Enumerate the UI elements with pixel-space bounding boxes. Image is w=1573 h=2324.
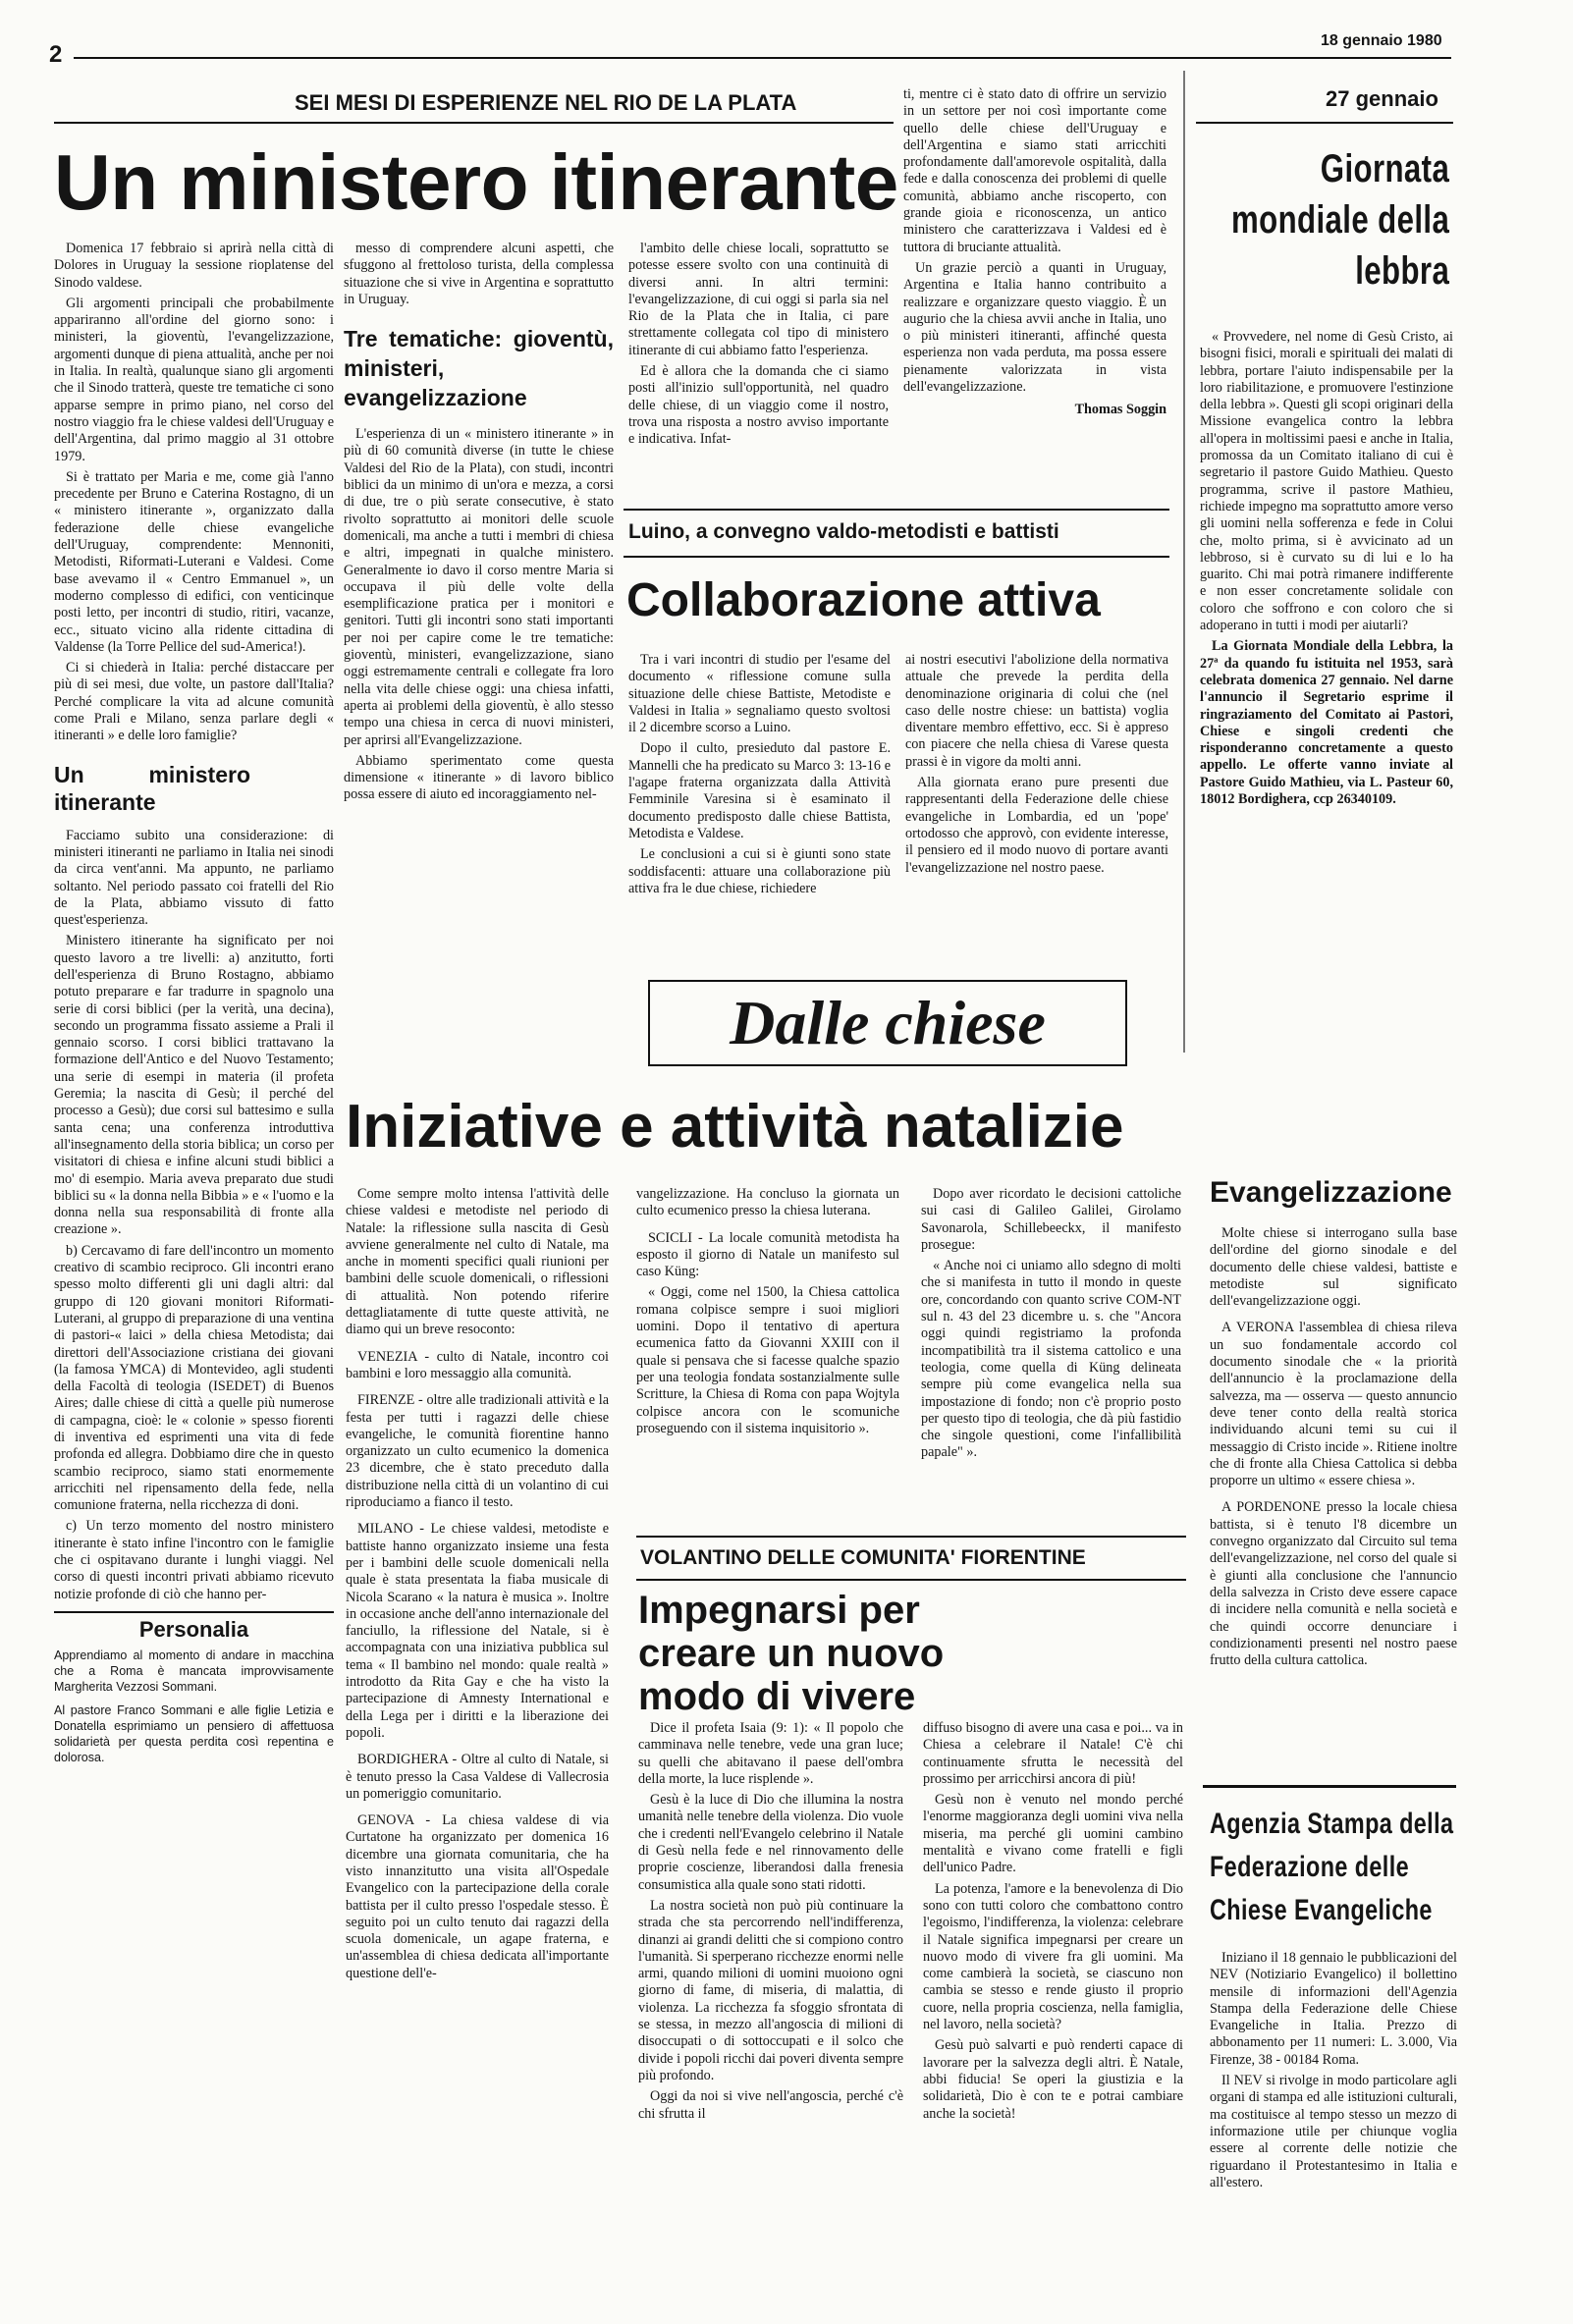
paragraph: ti, mentre ci è stato dato di offrire un servizio in un settore per noi così importante come quello delle chiese dell'Uruguay e dell'Argentina e siamo stati arricchiti profondamente dall'amorevole ospitalità, dalla fede e dalla conoscenza dei problemi di quelle comunità, abbiamo anche riscoperto, con grande gioia e riconoscenza, un antico ministero che caratterizzava i Valdesi ed è tuttora di bruciante attualità. <box>903 86 1166 255</box>
paragraph: « Provvedere, nel nome di Gesù Cristo, ai bisogni fisici, morali e spirituali dei malati di lebbra, portare l'aiuto indispensabile per la loro riabilitazione, e promuovere l'estinzione della lebbra ». Questi gli scopi originari della Missione evangelica contro la lebbra all'opera in moltissimi paesi e anche in Italia, promossa da un Comitato italiano di cui è segretario il pastore Guido Mathieu. Questo programma, scrive il pastore Mathieu, richiede impegno ma soprattutto amore verso gli uomini nella sofferenza e fede in Colui che, molto prima, si è avvicinato ad un lebbroso, si è curvato su di lui e lo ha guarito. Chi mai potrà rimanere indifferente e non esser concretamente solidale con coloro che soffrono e con coloro che si adoperano in tutti i modi per aiutarli? <box>1200 329 1453 634</box>
paragraph: Facciamo subito una considerazione: di ministeri itineranti ne parliamo in Italia nei sinodi da circa vent'anni. Ma appunto, ne parliamo soltanto. Nel periodo passato coi fratelli del Rio de la Plata, abbiamo vissuto di fatto quest'esperienza. <box>54 827 334 929</box>
paragraph: FIRENZE - oltre alle tradizionali attività e la festa per tutti i ragazzi delle chiese evangeliche, le comunità fiorentine hanno organizzato un culto ecumenico la domenica 23 dicembre, che è stato preceduto dalla distribuzione nella città di un volantino di cui riproduciamo a fianco il testo. <box>346 1392 609 1511</box>
article3-body <box>1200 329 1453 812</box>
article4-col3 <box>921 1186 1181 1466</box>
article1-title: Un ministero itinerante <box>54 138 898 226</box>
article5-kicker: VOLANTINO DELLE COMUNITA' FIORENTINE <box>640 1546 1086 1569</box>
paragraph: « Anche noi ci uniamo allo sdegno di molti che si manifesta in tutto il mondo in queste ore, concordando con quanto scrive COM-NT sul n. 43 del 23 dicembre u. s. che "Ancora oggi quindi registriamo la profonda incompatibilità tra il sistema cattolico e una teologia, come quella di Küng delineata sempre più come evangelica nella sua impostazione di fondo; non c'è proprio posto per questo tipo di teologia, che dà più fastidio che singole questioni, come l'infallibilità papale" ». <box>921 1258 1181 1461</box>
article2-kicker-rule <box>624 556 1169 558</box>
sidebar-rule <box>1183 71 1185 1053</box>
article3-kicker: 27 gennaio <box>1326 86 1438 111</box>
paragraph: Molte chiese si interrogano sulla base dell'ordine del giorno sinodale e del documento delle chiese valdesi, battiste e metodiste sul significato dell'evangelizzazione oggi. <box>1210 1225 1457 1310</box>
paragraph: A VERONA l'assemblea di chiesa rileva un suo fondamentale accordo col documento sinodale che « la priorità dell'annuncio è la proclamazione della salvezza, ma — osserva — questo annuncio deve tener conto della realtà storica individuando alcuni temi su cui il messaggio di Cristo incide ». Ritiene inoltre che di fronte alla Chiesa Cattolica si debba proporre un ultimo « essere chiesa ». <box>1210 1320 1457 1489</box>
article2-kicker: Luino, a convegno valdo-metodisti e battisti <box>628 520 1059 543</box>
article3-title: Giornata mondiale della lebbra <box>1231 147 1450 293</box>
subheading: Tre tematiche: gioventù, ministeri, evangelizzazione <box>344 326 614 411</box>
section-banner-label: Dalle chiese <box>730 988 1046 1057</box>
article6-body <box>1210 1225 1457 1673</box>
article7-title: Agenzia Stampa della Federazione delle Chiese Evangeliche <box>1210 1808 1454 1926</box>
paragraph: GENOVA - La chiesa valdese di via Curtatone ha organizzato per domenica 16 dicembre una giornata comunitaria, che ha visto innanzitutto una visita all'Ospedale Evangelico con la partecipazione della corale battista per il culto presso l'ospedale stesso. È seguito poi un culto tenuto dai ragazzi della scuola domenicale, un agape fraterna, e un'assemblea di chiesa dedicata all'importante questione dell'e- <box>346 1812 609 1981</box>
paragraph: La Giornata Mondiale della Lebbra, la 27ª da quando fu istituita nel 1953, sarà celebrata domenica 27 gennaio. Nel darne l'annuncio il Segretario esprime il ringraziamento del Comitato ai Pastori, Chiese e singoli credenti che risponderanno concretamente a questo appello. Le offerte vanno inviate al Pastore Guido Mathieu, via L. Pasteur 60, 18012 Bordighera, ccp 26340109. <box>1200 638 1453 808</box>
article3-title-box <box>1227 143 1453 310</box>
article1-col1 <box>54 241 334 1765</box>
paragraph: Come sempre molto intensa l'attività delle chiese valdesi e metodiste nel periodo di Natale: la riflessione sulla nascita di Gesù avviene generalmente nel culto di Natale, ma anche in momenti specifici quali riunioni per bambini delle scuole domenicali, o riflessioni di attualità. Non potendo riferire dettagliatamente di tutte queste attività, ne diamo qui un breve resoconto: <box>346 1186 609 1338</box>
paragraph: Gli argomenti principali che probabilmente appariranno all'ordine del giorno sono: i ministeri, la gioventù, l'evangelizzazione, argomenti dunque di piena attualità, anche per noi in Italia. In realtà, qualunque siano gli argomenti che il Sinodo tratterà, queste tre tematiche ci sono apparse sempre in primo piano, nel corso del nostro viaggio fra le chiese valdesi dell'Uruguay e dell'Argentina, dal primo maggio al 31 ottobre 1979. <box>54 295 334 464</box>
section-banner <box>648 980 1127 1066</box>
article1-kicker: SEI MESI DI ESPERIENZE NEL RIO DE LA PLATA <box>295 90 797 115</box>
personalia-p1: Apprendiamo al momento di andare in macchina che a Roma è mancata improvvisamente Margherita Vezzosi Sommani. <box>54 1648 334 1695</box>
paragraph: Tra i vari incontri di studio per l'esame del documento « riflessione comune sulla situazione delle chiese Battiste, Metodiste e Valdesi in Italia » segnaliamo questo svoltosi il 2 dicembre scorso a Luino. <box>628 652 891 736</box>
article1-col3 <box>628 241 889 453</box>
article5-title: Impegnarsi per creare un nuovo modo di vivere <box>638 1589 945 1718</box>
subheading: Un ministero itinerante <box>54 761 250 815</box>
paragraph: Ministero itinerante ha significato per noi questo lavoro a tre livelli: a) anzitutto, forti dell'esperienza di Bruno Rostagno, abbiamo potuto preparare e far tradurre in spagnolo una serie di corsi biblici (per la verità, una decina), secondo un programma fissato assieme a Prali il gennaio scorso. I corsi biblici trattavano la formazione dell'Antico e del Nuovo Testamento; una serie di esempi in materia (il profeta Geremia; la nascita di Gesù; il perché del processo a Gesù); due corsi sul battesimo e sulla santa cena; una conferenza introduttiva all'insegnamento della storia biblica; un corso per visitatori di chiesa e infine alcuni studi biblici a mo' di esempio. Maria aveva preparato due studi biblici su « la donna nella Bibbia » e « l'uomo e la donna nella sua responsabilità di fronte alla creazione ». <box>54 933 334 1238</box>
paragraph: diffuso bisogno di avere una casa e poi... va in Chiesa a celebrare il Natale! C'è chi continuamente sfrutta le necessità del prossimo per arricchirsi ancora di più! <box>923 1720 1183 1787</box>
paragraph: Il NEV si rivolge in modo particolare agli organi di stampa ed alle istituzioni culturali, ma costituisce al tempo stesso un mezzo di informazione utile per chiunque voglia essere al corrente delle notizie che riguardano il Protestantesimo in Italia e all'estero. <box>1210 2073 1457 2190</box>
author: Thomas Soggin <box>1074 402 1166 418</box>
paragraph: L'esperienza di un « ministero itinerante » in più di 60 comunità diverse (in tutte le chiese Valdesi del Rio de la Plata), con studi, incontri biblici da un minimo di un'ora e mezza, a corsi di due, tre o più serate consecutive, è stato rivolto soprattutto ai monitori delle scuole domenicali, ma anche a tutti i membri di chiesa e altri, impegnati in qualche ministero. Generalmente io davo il corso mentre Maria si occupava il più delle volte della esemplificazione pratica per i monitori e genitori. Tutti gli incontri sono stati importanti per noi per capire come le tre tematiche: gioventù, ministeri, evangelizzazione, siano oggi estremamente centrali e collegate fra loro nella vita delle chiese oggi: una chiesa infatti, aperta ai problemi della gioventù, è allo stesso tempo una chiesa in cerca di nuovi ministeri, per aprirsi all'Evangelizzazione. <box>344 426 614 748</box>
paragraph: Gesù può salvarti e può renderti capace di lavorare per la salvezza degli altri. È Natale, abbi fiducia! Se operi la giustizia e la solidarietà, Dio è con te e potrai cambiare anche la società! <box>923 2037 1183 2122</box>
header-rule <box>74 57 1451 59</box>
kicker-rule <box>54 122 894 124</box>
article2-col1 <box>628 652 891 901</box>
article2-top-rule <box>624 509 1169 511</box>
paragraph: Un grazie perciò a quanti in Uruguay, Argentina e Italia hanno contribuito a realizzare e organizzare questo viaggio. È un augurio che la chiesa avvii anche in Italia, uno o più ministeri itineranti, affinché questa esperienza non vada perduta, ma possa essere pienamente valorizzata in vista dell'evangelizzazione. <box>903 259 1166 396</box>
paragraph: La nostra società non può più continuare la strada che sta percorrendo nell'indifferenza, dinanzi ai grandi delitti che si compiono contro l'umanità. Si sperperano ricchezze enormi nelle armi, quando milioni di uomini muoiono ogni giorno di fame, di miseria, di malattia, di violenza. La ricchezza fa sfoggio sfrontata di se stessa, in mezzo all'angoscia di milioni di disoccupati o di sottoccupati e il solco che divide i popoli ricchi dai poveri diventa sempre più profondo. <box>638 1897 903 2083</box>
paragraph: SCICLI - La locale comunità metodista ha esposto il giorno di Natale un manifesto sul caso Küng: <box>636 1229 899 1280</box>
article2-title: Collaborazione attiva <box>626 574 1101 626</box>
paragraph: Gesù non è venuto nel mondo perché l'enorme maggioranza degli uomini viva nella miseria, ma perché gli uomini cambino mentalità e vivano come fratelli e figli dell'unico Padre. <box>923 1792 1183 1876</box>
paragraph: Dopo il culto, presieduto dal pastore E. Mannelli che ha predicato su Marco 3: 13-16 e l'agape fraterna organizzata dalla Attività Femminile Varesina si è esaminato il documento predisposto dalle chiese Battista, Metodista e Valdese. <box>628 740 891 841</box>
article7-title-box <box>1210 1803 1455 1940</box>
article2-col2 <box>905 652 1168 881</box>
article5-col2 <box>923 1720 1183 2127</box>
paragraph: Le conclusioni a cui si è giunti sono state soddisfacenti: attuare una collaborazione più attiva fra le due chiese, richiedere <box>628 846 891 896</box>
paragraph: La potenza, l'amore e la benevolenza di Dio sono con tutti coloro che combattono contro l'egoismo, l'indifferenza, la violenza: celebrare il Natale significa impegnarsi per creare un nuovo modo di vivere fra gli uomini. Ma come cambierà la società, se ciascuno non cambia se stesso e rende giusto il proprio cuore, nella propria coscienza, nella famiglia, nel lavoro, nella società? <box>923 1880 1183 2033</box>
paragraph: « Oggi, come nel 1500, la Chiesa cattolica romana colpisce sempre i suoi migliori uomini. Dopo il tentativo di apertura ecumenica fatto da Giovanni XXIII con il quale si pensava che si facesse qualche spazio per una teologia fondata sostanzialmente sulle Scritture, la Chiesa di Roma con papa Wojtyla colpisce ancora con le scomuniche proseguendo con il sistema inquisitorio ». <box>636 1284 899 1436</box>
paragraph: c) Un terzo momento del nostro ministero itinerante è stato infine l'incontro con le famiglie che ci ospitavano durante i lunghi viaggi. Nel corso di questi incontri privati abbiamo ricevuto notizie profonde di ciò che hanno per- <box>54 1518 334 1602</box>
article5-top-rule <box>636 1536 1186 1538</box>
paragraph: ai nostri esecutivi l'abolizione della normativa attuale che prevede la perdita della denominazione originaria di colui che (nel caso delle nostre chiese: un battista) voglia diventare membro effettivo, ecc. Si è appreso con piacere che nella chiesa di Varese questa prassi è in vigore da molti anni. <box>905 652 1168 770</box>
divider <box>54 1611 334 1613</box>
page-date: 18 gennaio 1980 <box>1321 32 1442 49</box>
article4-title: Iniziative e attività natalizie <box>346 1093 1124 1161</box>
article3-kicker-rule <box>1196 122 1453 124</box>
paragraph: messo di comprendere alcuni aspetti, che sfuggono al frettoloso turista, della complessa situazione che si vive in Argentina e soprattutto in Uruguay. <box>344 241 614 307</box>
article5-col1 <box>638 1720 903 2127</box>
paragraph: MILANO - Le chiese valdesi, metodiste e battiste hanno organizzato insieme una festa per i bambini delle scuole domenicali nella quale è stata presentata la fiaba musicale di Nicola Scarano « la natura è musica ». Inoltre in occasione anche dell'anno internazionale del fanciullo, la riflessione del Natale, si è accompagnata con una iniziativa pubblica sul tema « Il bambino nel mondo: quale realtà » introdotto da Rita Gay e che ha visto la partecipazione di Amnesty International e della Lega per i diritti e la liberazione dei popoli. <box>346 1521 609 1741</box>
personalia-title: Personalia <box>138 1616 249 1642</box>
paragraph: Domenica 17 febbraio si aprirà nella città di Dolores in Uruguay la sessione rioplatense del Sinodo valdese. <box>54 241 334 291</box>
paragraph: Ed è allora che la domanda che ci siamo posti all'inizio sull'opportunità, nel quadro delle chiese, di un viaggio come il nostro, trova una risposta a nostro avviso importante e indicativa. Infat- <box>628 363 889 448</box>
article6-title: Evangelizzazione <box>1210 1176 1452 1209</box>
paragraph: Gesù è la luce di Dio che illumina la nostra umanità nelle tenebre della violenza. Dio vuole che i credenti nell'Evangelo celebrino il Natale di Gesù nella fede e nel rinnovamento delle proprie coscienze, liberandosi dalla frenesia consumistica alla quale sono stati ridotti. <box>638 1792 903 1893</box>
paragraph: Dopo aver ricordato le decisioni cattoliche sui casi di Galileo Galilei, Girolamo Savonarola, Schillebeeckx, il manifesto prosegue: <box>921 1186 1181 1253</box>
article4-col1 <box>346 1186 609 1986</box>
paragraph: BORDIGHERA - Oltre al culto di Natale, si è tenuto presso la Casa Valdese di Vallecrosia un pomeriggio comunitario. <box>346 1752 609 1802</box>
article1-col2 <box>344 241 614 808</box>
paragraph: Oggi da noi si vive nell'angoscia, perché c'è chi sfrutta il <box>638 2088 903 2122</box>
paragraph: vangelizzazione. Ha concluso la giornata un culto ecumenico presso la chiesa luterana. <box>636 1186 899 1219</box>
article4-col2 <box>636 1186 899 1441</box>
article7-body <box>1210 1950 1457 2195</box>
article1-col4 <box>903 86 1166 419</box>
paragraph: Ci si chiederà in Italia: perché distaccare per più di sei mesi, due volte, un pastore dall'Italia? Perché complicare la vita ad alcune comunità come Prali e Milano, senza parlare degli « itineranti » e delle loro famiglie? <box>54 660 334 744</box>
paragraph: Dice il profeta Isaia (9: 1): « Il popolo che camminava nelle tenebre, vede una gran luce; su quelli che abitavano il paese dell'ombra della morte, la luce risplende ». <box>638 1720 903 1787</box>
paragraph: Iniziano il 18 gennaio le pubblicazioni del NEV (Notiziario Evangelico) il bollettino mensile di informazioni dell'Agenzia Stampa della Federazione delle Chiese Evangeliche in Italia. Prezzo di abbonamento per 11 numeri: L. 3.000, Via Firenze, 38 - 00184 Roma. <box>1210 1950 1457 2068</box>
paragraph: A PORDENONE presso la locale chiesa battista, si è tenuto l'8 dicembre un convegno organizzato dal Circuito sul tema dell'evangelizzazione, nel corso del quale si è giunti alla conclusione che l'annuncio della salvezza in Cristo deve essere capace di incidere nella comunità e nella società e che quindi occorre denunciare i condizionamenti presenti nel nostro paese frutto della cultura cattolica. <box>1210 1499 1457 1669</box>
paragraph: Si è trattato per Maria e me, come già l'anno precedente per Bruno e Caterina Rostagno, di un « ministero itinerante », organizzato dalla federazione delle chiese evangeliche dell'Uruguay, comprendente: Mennoniti, Metodisti, Riformati-Luterani e Valdesi. Come base avevamo il « Centro Emmanuel », un moderno complesso di edifici, con venticinque posti letto, per incontri di studio, ritiri, vacanze, ecc., situato vicino alla ridente cittadina di Valdense (la Torre Pellice del sud-America!). <box>54 468 334 655</box>
paragraph: l'ambito delle chiese locali, soprattutto se potesse essere svolto con una continuità di diversi anni. In altri termini: l'evangelizzazione, di cui oggi si parla sia nel Rio de la Plata che in Italia, ci pare strettamente collegata col tipo di ministero itinerante di cui abbiamo fatto l'esperienza. <box>628 241 889 358</box>
paragraph: Alla giornata erano pure presenti due rappresentanti della Federazione delle chiese evangeliche in Lombardia, ed un 'pope' ortodosso che approvò, con evidente interesse, il pensiero ed il modo nuovo di portare avanti l'evangelizzazione nel nostro paese. <box>905 775 1168 876</box>
paragraph: b) Cercavamo di fare dell'incontro un momento creativo di scambio reciproco. Gli incontri erano spesso molto differenti gli uni dagli altri: dal gruppo di 120 giovani monitori Riformati-Luterani, al gruppo di preparazione di una ventina di pastori-« laici » della chiesa Metodista; dai direttori dell'Associazione cristiana dei giovani (la famosa YMCA) di Montevideo, agli studenti della Facoltà di teologia (ISEDET) di Buenos Aires; dalle chiese di città a quelle più numerose di campagna, cioè: le « colonie » spesso fiorenti di inventiva ed esprimenti una vita di fede profonda ed allegra. Dobbiamo dire che in questo scambio reciproco, siamo stati enormemente arricchiti nel ripensamento della fede, nella comunione fraterna, nella ricchezza di doni. <box>54 1242 334 1514</box>
article7-top-rule <box>1203 1785 1456 1788</box>
paragraph: VENEZIA - culto di Natale, incontro coi bambini e loro messaggio alla comunità. <box>346 1348 609 1381</box>
personalia-p2: Al pastore Franco Sommani e alle figlie Letizia e Donatella esprimiamo un pensiero di affettuosa solidarietà per questa perdita così repentina e dolorosa. <box>54 1703 334 1765</box>
article5-kicker-rule <box>636 1579 1186 1581</box>
page-number: 2 <box>49 41 63 68</box>
paragraph: Abbiamo sperimentato come questa dimensione « itinerante » di lavoro biblico possa essere di aiuto ed incoraggiamento nel- <box>344 752 614 803</box>
